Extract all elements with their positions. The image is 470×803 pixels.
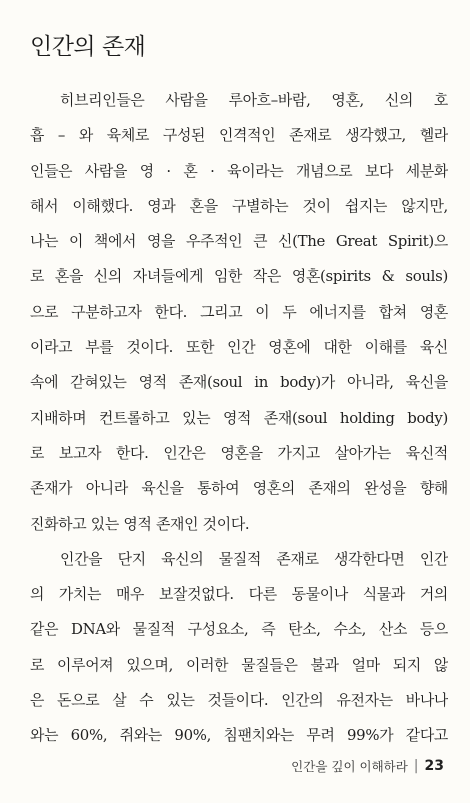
text-line: 흡 – 와 육체로 구성된 인격적인 존재로 생각했고, 헬라 — [30, 126, 448, 145]
text-line: 속에 갇혀있는 영적 존재(soul in body)가 아니라, 육신을 — [30, 373, 448, 392]
text-line: 으로 구분하고자 한다. 그리고 이 두 에너지를 합쳐 영혼 — [30, 302, 448, 321]
text-line: 의 가치는 매우 보잘것없다. 다른 동물이나 식물과 거의 — [30, 585, 448, 604]
running-title: 인간을 깊이 이해하라 — [291, 759, 408, 774]
page-footer — [291, 757, 444, 775]
page-number: 23 — [424, 758, 444, 774]
text-line: 존재가 아니라 육신을 통하여 영혼의 존재의 완성을 향해 — [30, 479, 448, 498]
text-line: 같은 DNA와 물질적 구성요소, 즉 탄소, 수소, 산소 등으 — [30, 620, 448, 639]
body-text — [30, 83, 448, 754]
text-line: 은 돈으로 살 수 있는 것들이다. 인간의 유전자는 바나나 — [30, 691, 448, 710]
text-line: 인들은 사람을 영 · 혼 · 육이라는 개념으로 보다 세분화 — [30, 161, 448, 180]
text-line: 이라고 부를 것이다. 또한 인간 영혼에 대한 이해를 육신 — [30, 338, 448, 357]
text-line: 해서 이해했다. 영과 혼을 구별하는 것이 쉽지는 않지만, — [30, 196, 448, 215]
text-line: 와는 60%, 쥐와는 90%, 침팬치와는 무려 99%가 같다고 — [30, 726, 448, 745]
text-line: 나는 이 책에서 영을 우주적인 큰 신(The Great Spirit)으 — [30, 232, 448, 251]
section-title: 인간의 존재 — [30, 34, 146, 60]
text-line: 로 보고자 한다. 인간은 영혼을 가지고 살아가는 육신적 — [30, 443, 448, 462]
footer-separator: | — [413, 758, 419, 774]
text-line: 지배하며 컨트롤하고 있는 영적 존재(soul holding body) — [30, 408, 448, 427]
text-line: 히브리인들은 사람을 루아흐–바람, 영혼, 신의 호 — [60, 91, 448, 109]
text-line: 인간을 단지 육신의 물질적 존재로 생각한다면 인간 — [60, 549, 448, 568]
text-line: 로 혼을 신의 자녀들에게 임한 작은 영혼(spirits & souls) — [30, 267, 448, 286]
text-line: 진화하고 있는 영적 존재인 것이다. — [30, 514, 250, 533]
text-line: 로 이루어져 있으며, 이러한 물질들은 불과 얼마 되지 않 — [30, 655, 448, 674]
